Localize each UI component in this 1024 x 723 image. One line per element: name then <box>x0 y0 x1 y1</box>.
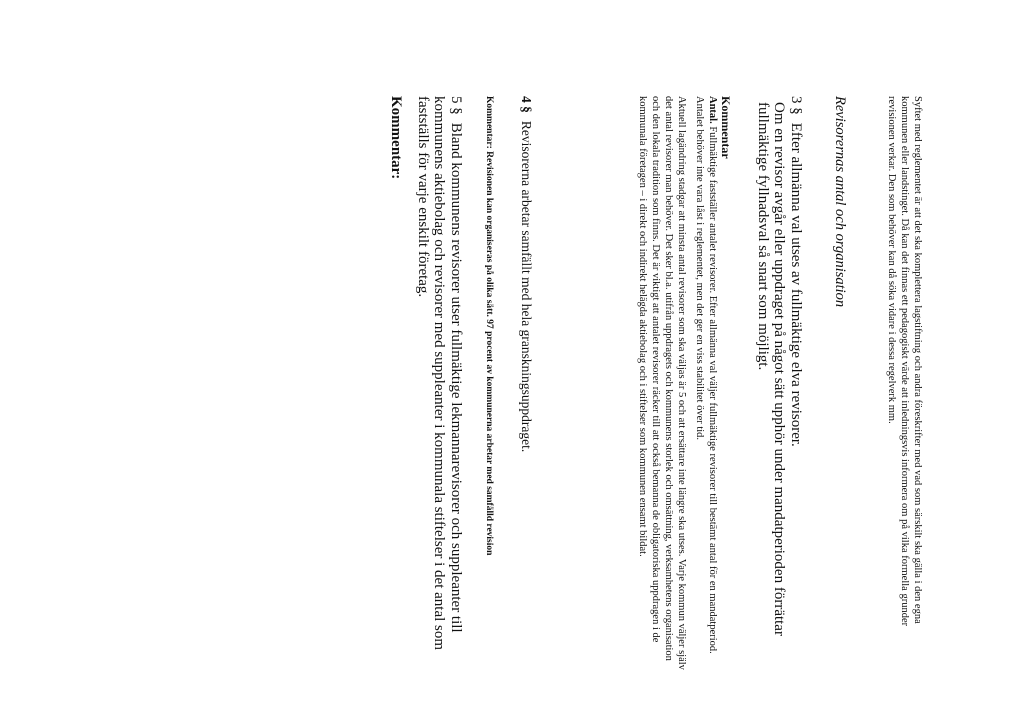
section-heading <box>831 96 848 671</box>
paragraph-3 <box>755 96 805 671</box>
paragraph-4-number: 4 § <box>519 96 534 113</box>
comment-1-aktuell-text: Aktuell lagändring stadgar att minsta antal revisorer som ska väljas är 5 och att ersättare inte längre ska utses. Varje kommun väljer själv det antal revisorer man behöver. Det sker bl.a. utifrån uppdragets och kommunens storlek och omsättning, verksamhetens organisation och den lokala tradition som finns. Det är viktigt att antalet revisorer räcker till att också bemanna de obligatoriska uppdragen i de kommunala företagen – i direkt och indirekt helägda aktiebolag och i stiftelser som kommunen ensamt bildat. <box>637 96 687 670</box>
section-heading-text: Revisorernas antal och organisation <box>832 96 848 308</box>
comment-1-antal <box>693 96 719 671</box>
comment-1 <box>636 96 732 671</box>
comment-3 <box>388 96 405 671</box>
paragraph-3-line2: Om en revisor avgår eller uppdraget på något sätt upphör under mandatperioden förrättar fullmäktige fyllnadsval så snart som möjligt. <box>755 102 788 636</box>
paragraph-5 <box>415 96 465 671</box>
paragraph-3-line1 <box>788 96 805 671</box>
comment-1-antal-text: Fullmäktige fastställer antalet revisorer. Efter allmänna val väljer fullmäktige revisorer till bestämt antal för en mandatperiod. Antalet behöver inte vara låst i reglementet, men det ger en viss stabilitet över tid. <box>694 96 718 654</box>
comment-2-text: Kommentar: Revisionen kan organiseras på olika sätt. 97 procent av kommunerna arbetar med samfälld revision <box>484 96 494 556</box>
comment-2 <box>482 96 495 671</box>
comment-1-title: Kommentar <box>719 96 733 159</box>
paragraph-4-text: Revisorerna arbetar samfällt med hela granskningsuppdraget. <box>519 120 534 453</box>
intro-paragraph <box>885 96 924 671</box>
paragraph-3-number: 3 § <box>788 96 804 115</box>
paragraph-5-number: 5 § <box>448 96 464 115</box>
intro-text: Syftet med reglementet är att det ska komplettera lagstiftning och andra föreskrifter med vad som särskilt ska gälla i den egna kommunen eller landstinget. Då kan det finnas ett pedagogiskt värde att inledningsvis informera om på vilka formella grunder revisionen verkar. Den som behöver kan då söka vidare i dessa regelverk mm. <box>886 96 923 627</box>
paragraph-5-text: Bland kommunens revisorer utser fullmäktige lekmannarevisorer och suppleanter till kommunens aktiebolag och revisorer med suppleanter i kommunala stiftelser i det antal som fastställs för varje enskilt företag. <box>415 96 464 651</box>
comment-3-title: Kommentar: <box>388 96 404 180</box>
paragraph-3-text1: Efter allmänna val utses av fullmäktige elva revisorer. <box>788 122 804 447</box>
paragraph-4 <box>519 96 535 671</box>
comment-1-antal-label: Antal. <box>707 96 718 124</box>
